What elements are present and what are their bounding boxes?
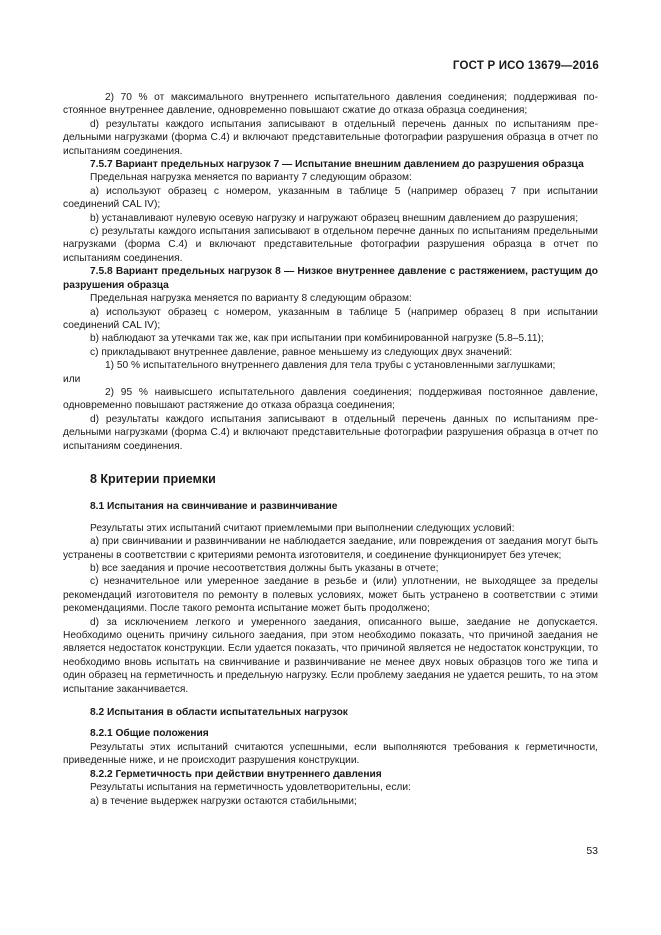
page-number: 53	[586, 845, 598, 857]
paragraph: Результаты этих испытаний считаются успешными, если выполняются требования к герметичности, приведенные ниже, и не происходит разрушения конструкции.	[63, 741, 598, 767]
paragraph: или	[63, 373, 81, 385]
subsection-heading: 8.2 Испытания в области испытательных нагрузок	[90, 707, 348, 719]
subsection-heading: 8.2.2 Герметичность при действии внутреннего давления	[90, 768, 382, 780]
paragraph: а) используют образец с номером, указанным в таблице 5 (например образец 8 при испытании соединений CAL IV);	[63, 306, 598, 331]
paragraph: с) результаты каждого испытания записывают в отдельном перечне данных по испытаниям предельными нагрузками (форма С.4) и включают представительные фотографии разрушения образца в отчет по испытаниям соединения.	[63, 226, 598, 264]
paragraph: а) при свинчивании и развинчивании не наблюдается заедание, или повреждения от заедания могут быть устранены в соответствии с критериями ремонта изготовителя, и соединение функционирует без утечек;	[63, 536, 598, 561]
paragraph: Результаты испытания на герметичность удовлетворительны, если:	[90, 782, 411, 794]
paragraph: 2) 95 % наивысшего испытательного давления соединения; поддерживая постоянное давление, одновременно повышают растяжение до отказа образца соединения;	[63, 386, 598, 412]
paragraph: b) все заедания и прочие несоответствия должны быть указаны в отчете;	[90, 563, 439, 574]
paragraph: с) незначительное или умеренное заедание в резьбе и (или) уплотнении, не выходящее за пределы рекомендаций изготовителя по ремонту в полевых условиях, может быть устранено в соответствии с этими рекомендациями. После такого ремонта испытание может быть продолжено;	[63, 576, 598, 615]
section-heading: 8 Критерии приемки	[90, 471, 216, 486]
paragraph: а) используют образец с номером, указанным в таблице 5 (например образец 7 при испытании соединений CAL IV);	[63, 185, 598, 211]
paragraph: 2) 70 % от максимального внутреннего испытательного давления соединения; поддерживая постоянное внутреннее давление, одновременно повышают сжатие до отказа образца соединения;	[63, 92, 598, 117]
paragraph: с) прикладывают внутреннее давление, равное меньшему из следующих двух значений:	[90, 346, 513, 358]
subsection-heading: 7.5.7 Вариант предельных нагрузок 7 — Испытание внешним давлением до разрушения образца	[90, 159, 584, 171]
paragraph: Предельная нагрузка меняется по варианту 7 следующим образом:	[90, 172, 412, 184]
paragraph: а) в течение выдержек нагрузки остаются стабильными;	[90, 795, 357, 807]
subsection-heading: 7.5.8 Вариант предельных нагрузок 8 — Низкое внутреннее давление с растяжением, растущим до разрушения образца	[63, 266, 598, 291]
paragraph: d) результаты каждого испытания записывают в отдельный перечень данных по испытаниям предельными нагрузками (форма С.4) и включают представительные фотографии разрушения образца в отчет по испытаниям соединения.	[63, 413, 598, 452]
document-body	[63, 91, 598, 808]
paragraph: b) наблюдают за утечками так же, как при испытании при комбинированной нагрузке (5.8–5.11);	[90, 333, 544, 345]
paragraph: b) устанавливают нулевую осевую нагрузку и нагружают образец внешним давлением до разрушения;	[90, 212, 579, 224]
document-code-header: ГОСТ Р ИСО 13679—2016	[452, 60, 599, 72]
paragraph: d) результаты каждого испытания записывают в отдельный перечень данных по испытаниям предельными нагрузками (форма С.4) и включают представительные фотографии разрушения образца в отчет по испытаниям соединения.	[63, 118, 598, 157]
subsection-heading: 8.2.1 Общие положения	[90, 728, 209, 740]
paragraph: d) за исключением легкого и умеренного заедания, описанного выше, заедание не допускается. Необходимо оценить причину сильного заедания, при этом необходимо показать, что причиной заедания не является недостаток конструкции. Если удается показать, что причиной является не недостаток конструкции, то необходимо вновь испытать на свинчивание и развинчивание не менее двух новых образцов того же типа и один образец на герметичность и предельную нагрузку. Если проблему заедания не удается решить, то на этом испытание заканчивается.	[63, 616, 598, 695]
paragraph: Результаты этих испытаний считают приемлемыми при выполнении следующих условий:	[90, 522, 515, 534]
paragraph: 1) 50 % испытательного внутреннего давления для тела трубы с установленными заглушками;	[105, 360, 556, 372]
paragraph: Предельная нагрузка меняется по варианту 8 следующим образом:	[90, 293, 412, 305]
subsection-heading: 8.1 Испытания на свинчивание и развинчивание	[90, 501, 338, 513]
